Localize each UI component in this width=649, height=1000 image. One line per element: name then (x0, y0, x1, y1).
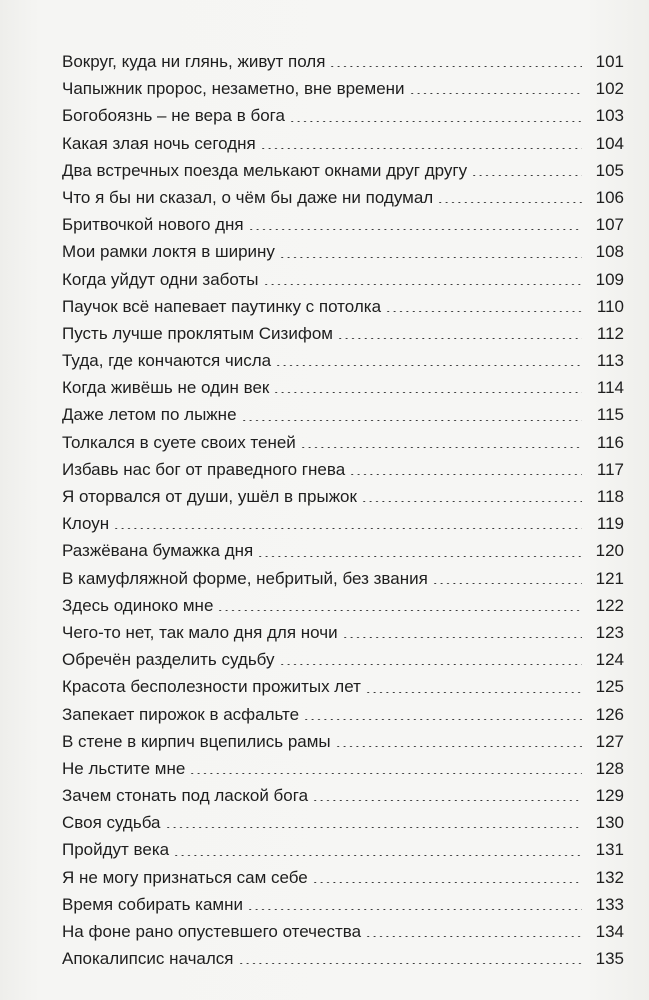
toc-entry-page-number: 119 (596, 514, 624, 534)
toc-entry (62, 510, 624, 537)
dot-leader (113, 528, 582, 529)
toc-entry-title: Паучок всё напевает паутинку с потолка (62, 296, 382, 316)
toc-entry-title: Своя судьба (62, 813, 161, 833)
dot-leader (263, 284, 583, 285)
toc-entry (62, 429, 624, 456)
toc-entry (62, 238, 624, 265)
toc-entry-page-number: 116 (596, 432, 624, 452)
toc-entry-title: Обречён разделить судьбу (62, 650, 275, 670)
toc-entry (62, 48, 624, 75)
dot-leader (361, 501, 582, 502)
toc-entry (62, 184, 624, 211)
toc-entry (62, 918, 624, 945)
toc-entry-page-number: 115 (596, 405, 624, 425)
dot-leader (260, 148, 582, 149)
toc-entry-page-number: 135 (595, 949, 624, 969)
dot-leader (257, 556, 582, 557)
toc-entry (62, 864, 624, 891)
toc-entry-title: Разжёвана бумажка дня (62, 541, 254, 561)
toc-entry (62, 401, 624, 428)
toc-entry-title: На фоне рано опустевшего отечества (62, 922, 362, 941)
toc-entry-title: Зачем стонать под лаской бога (62, 786, 309, 806)
toc-entry-page-number: 110 (596, 296, 624, 316)
dot-leader (432, 583, 582, 584)
toc-entry-title: В камуфляжной форме, небритый, без звания (62, 568, 428, 588)
toc-entry-title: Я оторвался от души, ушёл в прыжок (62, 487, 357, 506)
toc-entry-page-number: 113 (596, 351, 624, 371)
toc-entry-title: Даже летом по лыжне (62, 405, 237, 425)
toc-entry-title: Бритвочкой нового дня (62, 215, 244, 235)
toc-entry-title: Когда живёшь не один век (62, 378, 270, 398)
toc-entry-page-number: 105 (595, 160, 624, 180)
toc-entry (62, 456, 624, 483)
dot-leader (471, 175, 582, 176)
toc-entry-title: Избавь нас бог от праведного гнева (62, 459, 346, 479)
toc-entry-page-number: 124 (595, 650, 624, 670)
dot-leader (312, 800, 582, 801)
dot-leader (289, 121, 582, 122)
toc-entry-title: Мои рамки локтя в ширину (62, 242, 275, 262)
dot-leader (303, 719, 582, 720)
toc-entry (62, 483, 624, 510)
toc-entry-page-number: 101 (595, 52, 624, 71)
toc-entry-title: Время собирать камни (62, 894, 243, 914)
toc-entry (62, 809, 624, 836)
toc-entry-page-number: 120 (595, 541, 624, 561)
toc-entry-page-number: 125 (595, 677, 624, 697)
toc-entry-page-number: 121 (595, 568, 624, 588)
dot-leader (437, 202, 582, 203)
dot-leader (300, 447, 582, 448)
toc-entry-title: Запекает пирожок в асфальте (62, 704, 300, 724)
dot-leader (342, 637, 582, 638)
toc-entry (62, 130, 624, 157)
dot-leader (241, 420, 582, 421)
toc-entry-page-number: 122 (595, 595, 624, 615)
dot-leader (365, 692, 582, 693)
toc-entry-title: Пройдут века (62, 840, 170, 860)
dot-leader (329, 66, 582, 67)
dot-leader (279, 257, 582, 258)
toc-entry-title: Чего-то нет, так мало дня для ночи (62, 622, 338, 642)
toc-entry-page-number: 126 (595, 704, 624, 724)
toc-entry-title: Толкался в суете своих теней (62, 432, 296, 452)
dot-leader (385, 311, 582, 312)
toc-entry (62, 537, 624, 564)
toc-entry (62, 293, 624, 320)
dot-leader (173, 855, 582, 856)
dot-leader (217, 610, 582, 611)
toc-entry-page-number: 129 (595, 786, 624, 806)
toc-entry (62, 945, 624, 972)
dot-leader (165, 827, 582, 828)
dot-leader (238, 963, 582, 964)
toc-entry (62, 728, 624, 755)
toc-entry (62, 211, 624, 238)
toc-entry-title: Не льстите мне (62, 758, 186, 778)
toc-entry-page-number: 134 (595, 922, 624, 941)
toc-entry (62, 836, 624, 863)
table-of-contents (62, 48, 624, 972)
toc-entry (62, 619, 624, 646)
toc-entry-page-number: 130 (595, 813, 624, 833)
dot-leader (365, 936, 582, 937)
dot-leader (279, 664, 582, 665)
toc-entry-page-number: 103 (595, 106, 624, 126)
dot-leader (349, 474, 582, 475)
toc-entry-page-number: 108 (595, 242, 624, 262)
toc-entry-title: Я не могу признаться сам себе (62, 867, 308, 887)
toc-entry-title: Клоун (62, 514, 110, 534)
dot-leader (335, 746, 582, 747)
dot-leader (337, 338, 582, 339)
toc-entry-title: Красота бесполезности прожитых лет (62, 677, 361, 697)
toc-entry (62, 347, 624, 374)
toc-entry-title: Два встречных поезда мелькают окнами друг другу (62, 160, 468, 180)
toc-entry-page-number: 131 (595, 840, 624, 860)
toc-entry-page-number: 106 (595, 187, 624, 207)
dot-leader (275, 365, 582, 366)
toc-entry (62, 102, 624, 129)
toc-entry-page-number: 107 (595, 215, 624, 235)
toc-entry-page-number: 132 (595, 867, 624, 887)
toc-entry (62, 320, 624, 347)
toc-entry (62, 266, 624, 293)
toc-entry (62, 157, 624, 184)
toc-entry-title: Здесь одиноко мне (62, 595, 214, 615)
toc-entry (62, 891, 624, 918)
toc-entry-title: Апокалипсис начался (62, 949, 234, 969)
toc-entry-title: Туда, где кончаются числа (62, 351, 272, 371)
toc-entry-page-number: 102 (595, 79, 624, 99)
toc-entry-title: В стене в кирпич вцепились рамы (62, 731, 331, 751)
toc-entry-page-number: 128 (595, 758, 624, 778)
dot-leader (409, 93, 582, 94)
toc-entry-page-number: 123 (595, 622, 624, 642)
toc-entry-title: Вокруг, куда ни глянь, живут поля (62, 52, 326, 71)
dot-leader (312, 882, 582, 883)
toc-entry (62, 646, 624, 673)
toc-entry-title: Что я бы ни сказал, о чём бы даже ни подумал (62, 187, 434, 207)
toc-entry (62, 592, 624, 619)
toc-entry (62, 75, 624, 102)
toc-entry-title: Когда уйдут одни заботы (62, 269, 259, 289)
toc-entry (62, 755, 624, 782)
toc-entry-page-number: 118 (596, 487, 624, 506)
toc-entry-page-number: 104 (595, 133, 624, 153)
toc-entry (62, 673, 624, 700)
toc-entry-title: Какая злая ночь сегодня (62, 133, 256, 153)
toc-entry (62, 374, 624, 401)
toc-entry-page-number: 117 (596, 459, 624, 479)
toc-entry (62, 701, 624, 728)
dot-leader (189, 773, 582, 774)
toc-entry-title: Чапыжник пророс, незаметно, вне времени (62, 79, 405, 99)
toc-entry-title: Пусть лучше проклятым Сизифом (62, 323, 333, 343)
toc-entry-page-number: 109 (595, 269, 624, 289)
toc-entry (62, 565, 624, 592)
dot-leader (248, 229, 582, 230)
toc-entry-page-number: 114 (596, 378, 624, 398)
toc-entry-page-number: 133 (595, 894, 624, 914)
toc-entry-page-number: 127 (595, 731, 624, 751)
toc-entry-title: Богобоязнь – не вера в бога (62, 106, 285, 126)
toc-entry (62, 782, 624, 809)
toc-entry-page-number: 112 (596, 323, 624, 343)
dot-leader (247, 909, 582, 910)
dot-leader (273, 392, 582, 393)
